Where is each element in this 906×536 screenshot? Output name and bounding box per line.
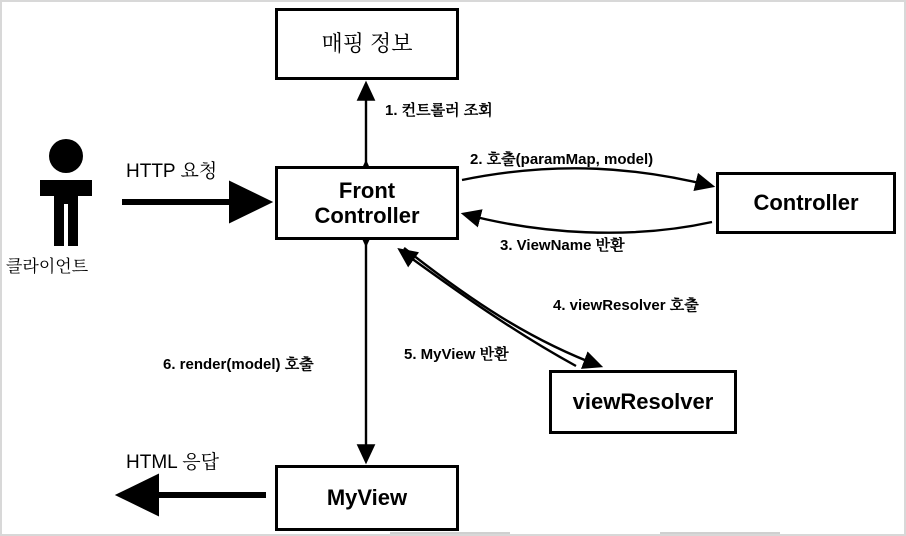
node-viewresolver[interactable]	[549, 370, 737, 434]
person-icon	[40, 139, 92, 246]
arrow-return-viewname	[464, 214, 712, 233]
arrow-call-controller	[462, 168, 712, 186]
edge-label-step3: 3. ViewName 반환	[500, 237, 625, 254]
bottom-tick-right	[660, 532, 780, 536]
edge-label-step1: 1. 컨트롤러 조회	[385, 102, 493, 119]
bottom-tick-left	[390, 532, 510, 536]
node-front-controller[interactable]	[275, 166, 459, 240]
node-mapping-info[interactable]	[275, 8, 459, 80]
edge-label-step4: 4. viewResolver 호출	[553, 297, 699, 314]
node-myview[interactable]	[275, 465, 459, 531]
edge-label-step6: 6. render(model) 호출	[163, 356, 314, 373]
label-client: 클라이언트	[6, 257, 89, 276]
node-controller[interactable]	[716, 172, 896, 234]
node-mapping-info-label: 매핑 정보	[321, 31, 413, 57]
label-http-request: HTTP 요청	[126, 161, 218, 182]
node-controller-label: Controller	[753, 190, 859, 216]
node-viewresolver-label: viewResolver	[572, 389, 714, 415]
edge-label-step5: 5. MyView 반환	[404, 346, 509, 363]
edge-label-step2: 2. 호출(paramMap, model)	[470, 151, 654, 168]
node-myview-label: MyView	[326, 485, 408, 511]
node-front-controller-label: Front Controller	[314, 177, 420, 228]
label-http-response: HTML 응답	[126, 452, 220, 473]
